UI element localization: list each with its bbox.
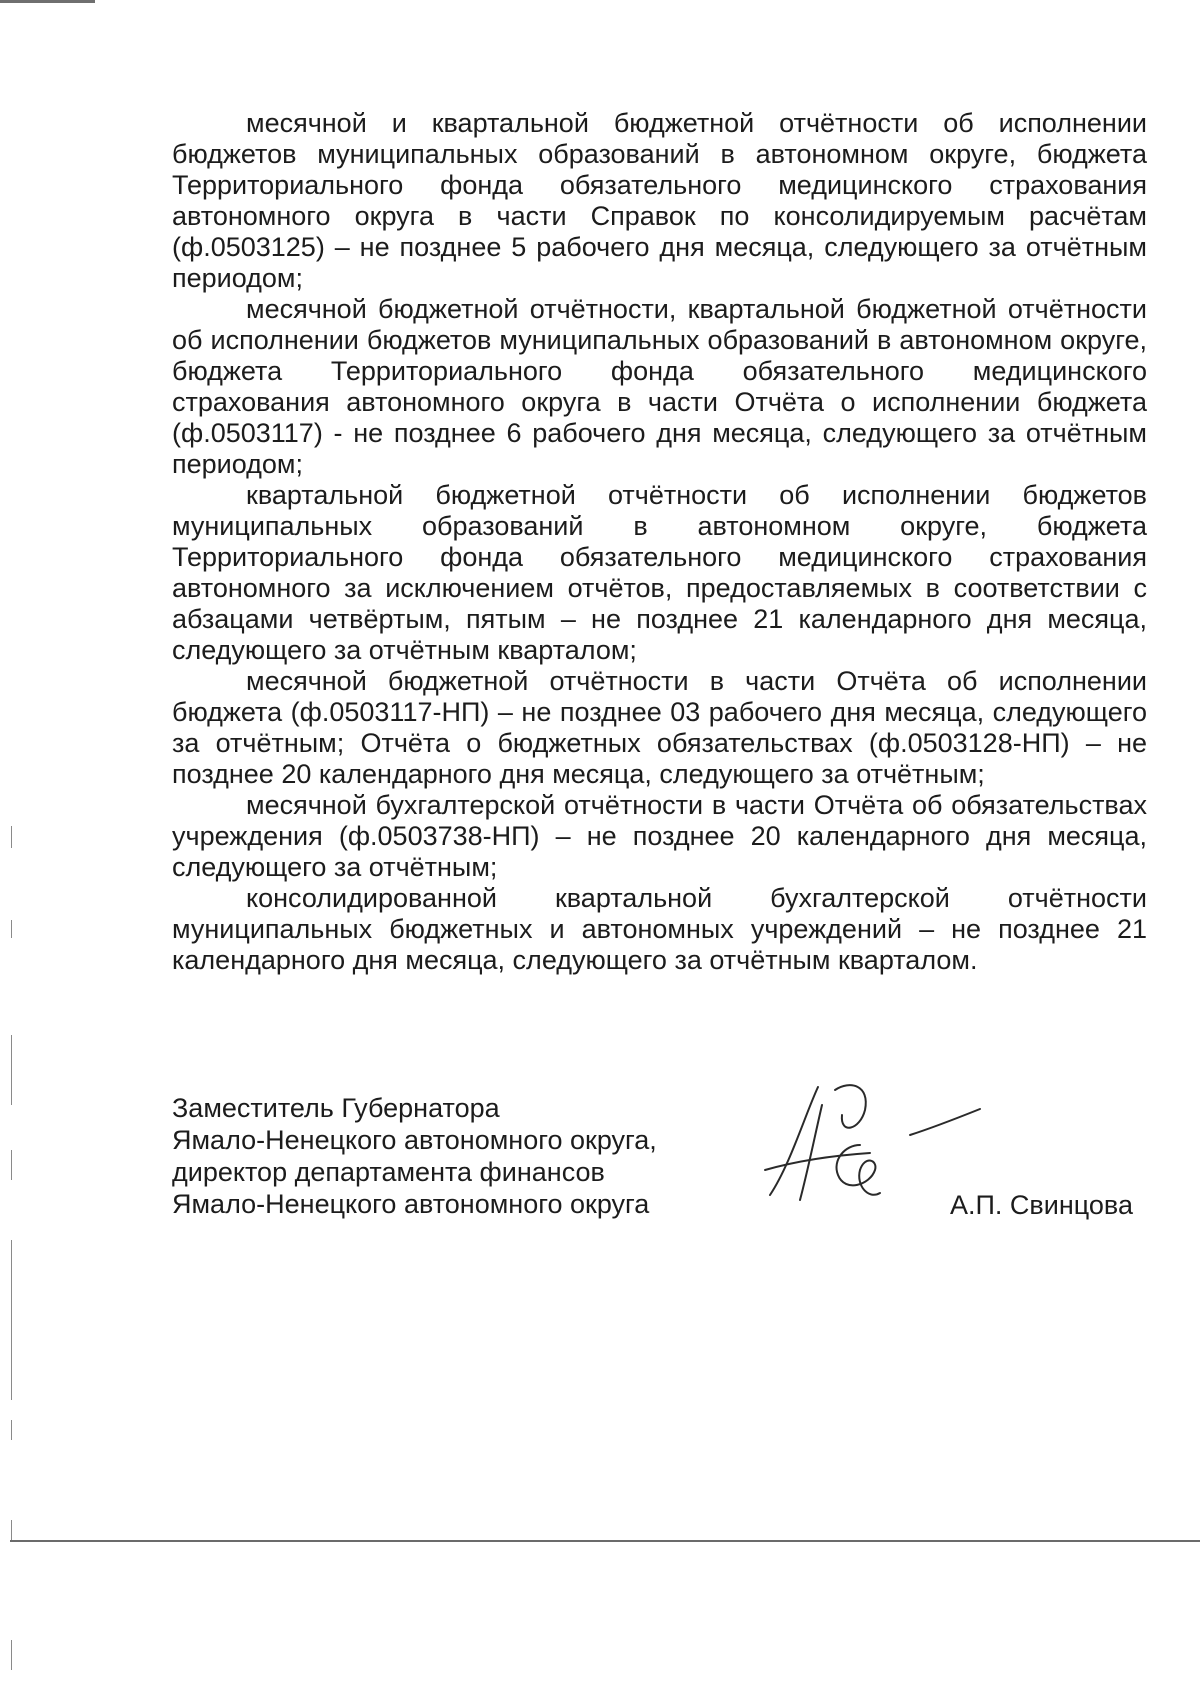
paragraph: месячной бюджетной отчётности, квартальной бюджетной отчётности об исполнении бюджетов муниципальных образований в автономном округе, бюджета Территориального фонда обязательного медицинского страхования автономного округа в части Отчёта о исполнении бюджета (ф.0503117) - не позднее 6 рабочего дня месяца, следующего за отчётным периодом; (172, 294, 1147, 479)
scan-margin-mark (11, 1640, 12, 1670)
paragraph: месячной бюджетной отчётности в части Отчёта об исполнении бюджета (ф.0503117-НП) – не позднее 03 рабочего дня месяца, следующего за отчётным; Отчёта о бюджетных обязательствах (ф.0503128-НП) – не позднее 20 календарного дня месяца, следующего за отчётным; (172, 666, 1147, 789)
scan-margin-mark (11, 1520, 12, 1540)
paragraph: месячной и квартальной бюджетной отчётности об исполнении бюджетов муниципальных образований в автономном округе, бюджета Территориального фонда обязательного медицинского страхования автономного округа в части Справок по консолидируемым расчётам (ф.0503125) – не позднее 5 рабочего дня месяца, следующего за отчётным периодом; (172, 108, 1147, 293)
scan-margin-mark (11, 1035, 12, 1105)
signatory-position (172, 1092, 657, 1220)
paragraph: месячной бухгалтерской отчётности в части Отчёта об обязательствах учреждения (ф.0503738-НП) – не позднее 20 календарного дня месяца, следующего за отчётным; (172, 790, 1147, 882)
position-line: Ямало-Ненецкого автономного округа, (172, 1125, 657, 1155)
scan-edge-mark (0, 0, 95, 3)
position-line: Ямало-Ненецкого автономного округа (172, 1189, 650, 1219)
scan-margin-mark (11, 920, 12, 938)
position-line: директор департамента финансов (172, 1157, 605, 1187)
scan-margin-mark (11, 826, 12, 848)
position-line: Заместитель Губернатора (172, 1093, 500, 1123)
scan-margin-mark (11, 1420, 12, 1440)
scan-margin-mark (11, 1240, 12, 1400)
paragraph: квартальной бюджетной отчётности об исполнении бюджетов муниципальных образований в автономном округе, бюджета Территориального фонда обязательного медицинского страхования автономного за исключением отчётов, предоставляемых в соответствии с абзацами четвёртым, пятым – не позднее 21 календарного дня месяца, следующего за отчётным кварталом; (172, 480, 1147, 665)
paragraph: консолидированной квартальной бухгалтерской отчётности муниципальных бюджетных и автономных учреждений – не позднее 21 календарного дня месяца, следующего за отчётным кварталом. (172, 883, 1147, 975)
page-bottom-divider (10, 1540, 1200, 1542)
document-body (172, 108, 1147, 976)
signer-name: А.П. Свинцова (950, 1190, 1133, 1220)
scan-margin-mark (11, 1150, 12, 1180)
